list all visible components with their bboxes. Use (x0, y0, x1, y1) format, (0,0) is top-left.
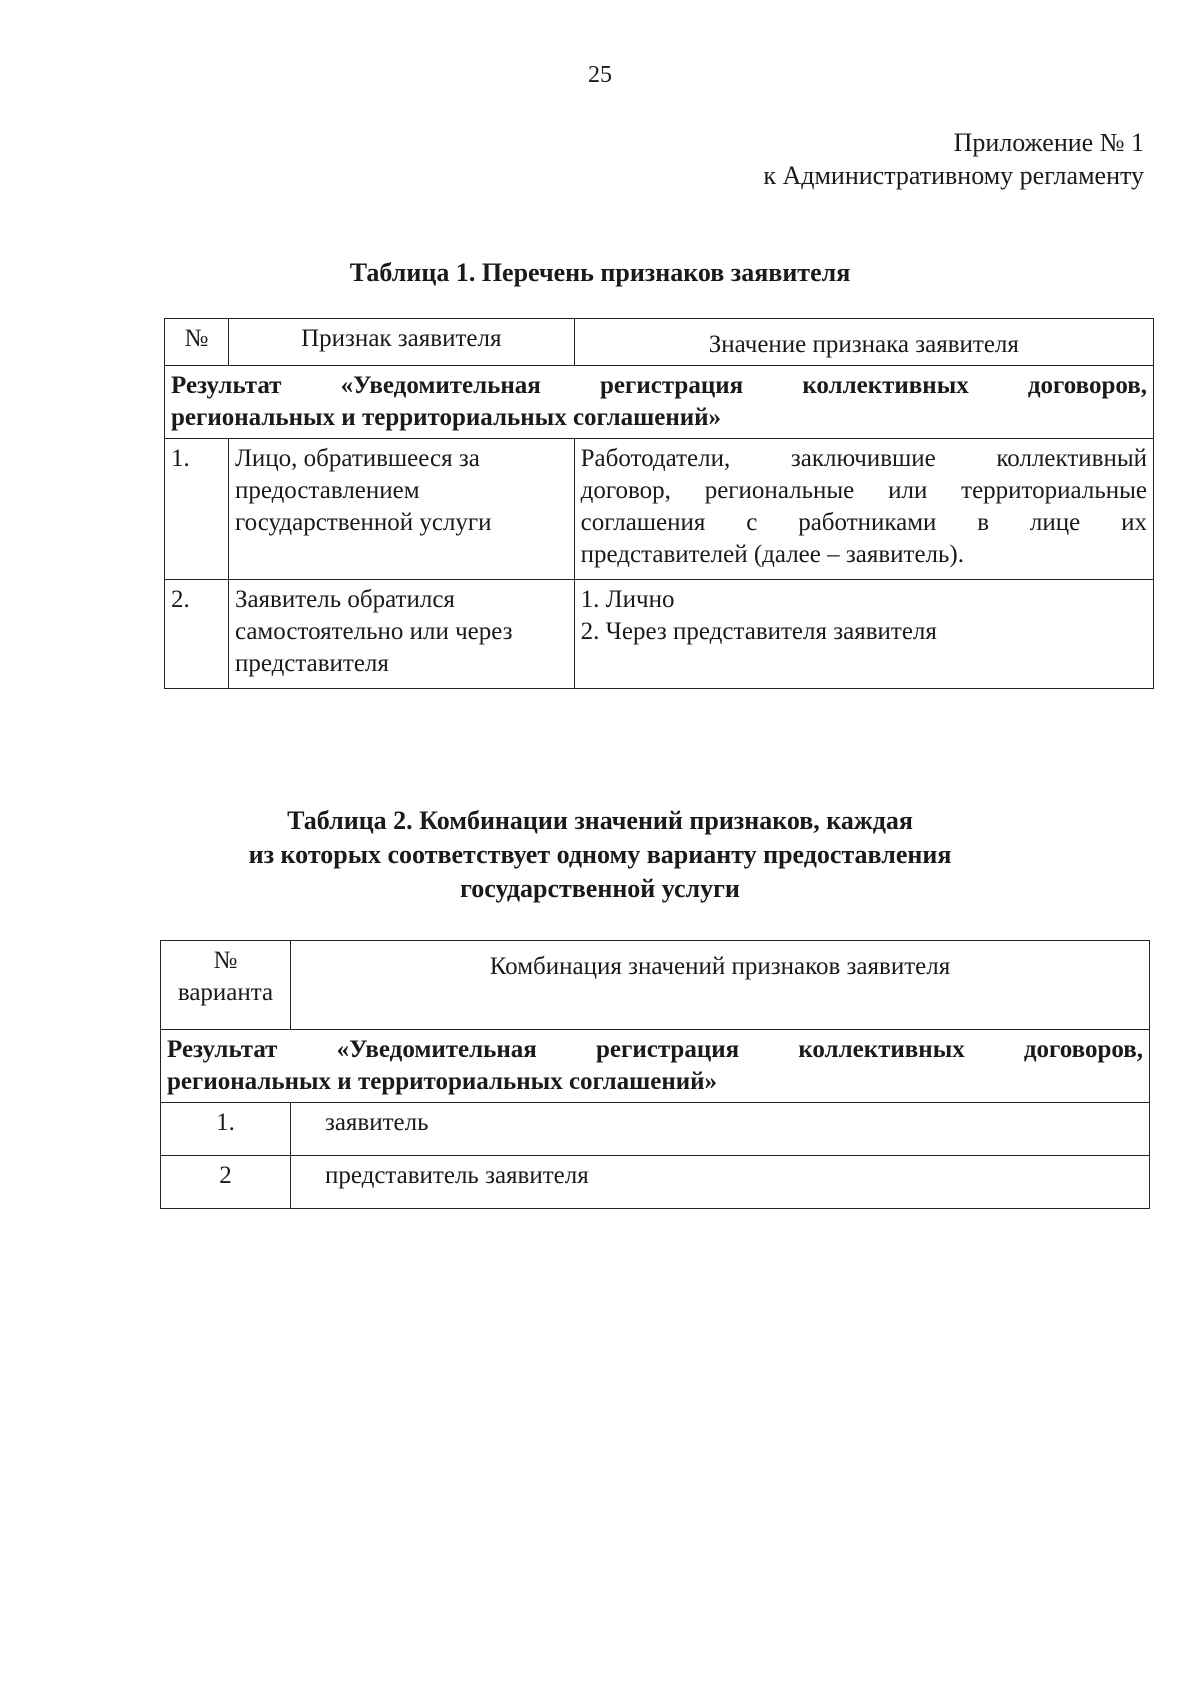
table2-row2-num: 2 (161, 1156, 291, 1209)
appendix-line-1: Приложение № 1 (953, 128, 1144, 157)
table1-header-value: Значение признака заявителя (574, 319, 1153, 366)
table1-row2-attribute: Заявитель обратился самостоятельно или через представителя (228, 580, 574, 689)
table-row (161, 1156, 1150, 1209)
table-row (161, 1103, 1150, 1156)
table1-row1-value-line-1: Работодатели, заключившие коллективный (580, 445, 1147, 472)
table1-row2-value (574, 580, 1153, 689)
appendix-header (763, 126, 1144, 192)
table1-row1-value (574, 439, 1153, 580)
table2-result-line-2: региональных и территориальных соглашений» (167, 1068, 718, 1095)
table2-row1-combination: заявитель (290, 1103, 1149, 1156)
table2-result-row (161, 1030, 1150, 1103)
table1-row1-num: 1. (165, 439, 229, 580)
table2-result-cell (161, 1030, 1150, 1103)
table1-row2-value-line-1: 1. Лично (580, 586, 675, 613)
table2-title-line-2: из которых соответствует одному варианту предоставления (248, 840, 952, 869)
appendix-line-2: к Административному регламенту (763, 161, 1144, 190)
table1-row1-value-line-3: соглашения с работниками в лице их (580, 509, 1147, 536)
table1-row2-num: 2. (165, 580, 229, 689)
table1-result-cell (165, 366, 1154, 439)
table1-row2-value-line-2: 2. Через представителя заявителя (580, 618, 937, 645)
table-row (165, 580, 1154, 689)
table1-row1-attribute: Лицо, обратившееся за предоставлением государственной услуги (228, 439, 574, 580)
table2 (160, 940, 1150, 1209)
table2-row1-num: 1. (161, 1103, 291, 1156)
table2-header-num-line-1: № (213, 947, 238, 974)
table2-title-line-1: Таблица 2. Комбинации значений признаков, каждая (287, 806, 913, 835)
table1-result-line-1: Результат «Уведомительная регистрация коллективных договоров, (171, 372, 1147, 399)
table2-row2-combination: представитель заявителя (290, 1156, 1149, 1209)
table1-result-row (165, 366, 1154, 439)
page-number: 25 (588, 62, 612, 88)
table1-row1-value-line-4: представителей (далее – заявитель). (580, 541, 965, 568)
table2-title (0, 804, 1200, 906)
table2-title-line-3: государственной услуги (460, 874, 740, 903)
table2-header-row (161, 941, 1150, 1030)
table2-header-num (161, 941, 291, 1030)
table2-header-num-line-2: варианта (177, 979, 274, 1006)
table1-header-row (165, 319, 1154, 366)
table1-result-line-2: региональных и территориальных соглашений» (171, 404, 722, 431)
table-row (165, 439, 1154, 580)
table2-result-line-1: Результат «Уведомительная регистрация коллективных договоров, (167, 1036, 1143, 1063)
table1-title: Таблица 1. Перечень признаков заявителя (349, 258, 851, 287)
table1 (164, 318, 1154, 689)
table1-header-attribute: Признак заявителя (228, 319, 574, 366)
table1-header-num: № (165, 319, 229, 366)
table1-row1-value-line-2: договор, региональные или территориальные (580, 477, 1147, 504)
table2-header-combination: Комбинация значений признаков заявителя (290, 941, 1149, 1030)
